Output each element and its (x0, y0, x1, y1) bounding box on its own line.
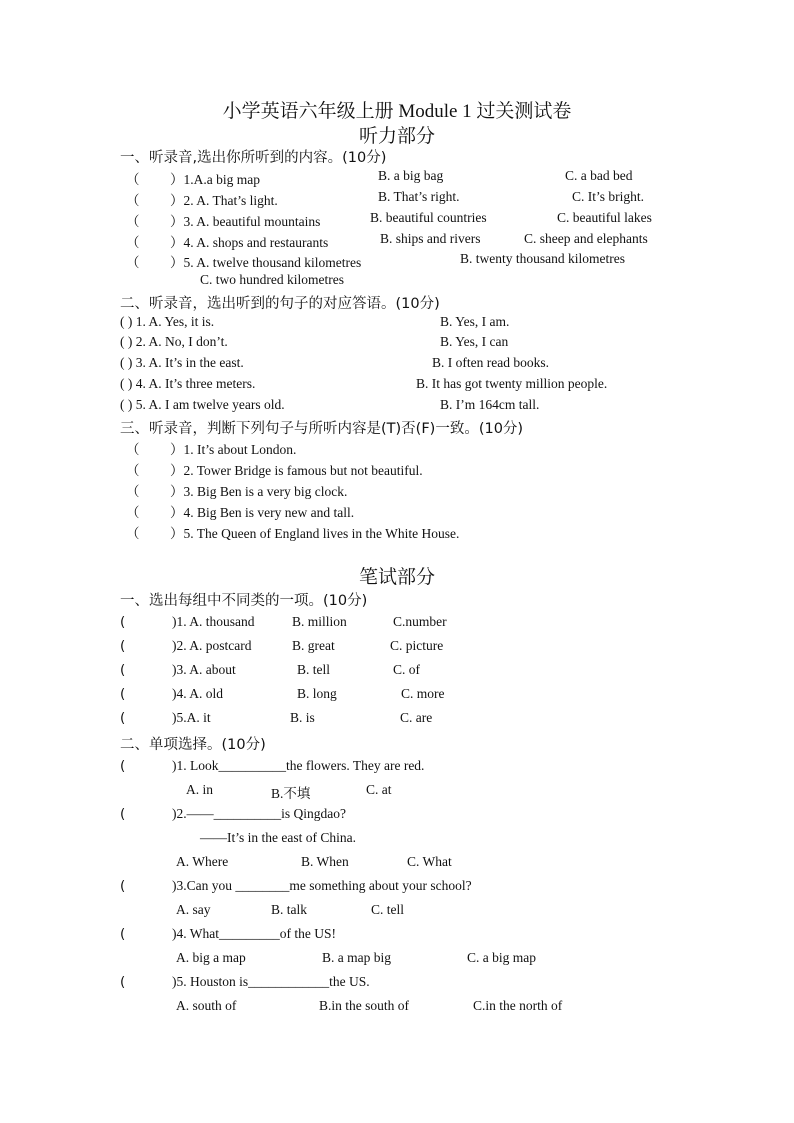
listening-3-item (0, 480, 794, 500)
choice-question-1-options (0, 782, 794, 802)
question-option-a: ( ) 5. A. I am twelve years old. (120, 397, 285, 412)
question-stem: )1. Look__________the flowers. They are red. (172, 758, 425, 773)
question-option-b: B. ships and rivers (380, 231, 481, 246)
question-option-a: ( ) 1. A. Yes, it is. (120, 314, 215, 329)
listening-2-item (0, 376, 794, 396)
question-option-a: ）1.A.a big map (170, 172, 260, 187)
choice-question-4-options (0, 950, 794, 970)
question-option-b: B. tell (297, 662, 330, 677)
question-option-a: A. say (176, 902, 211, 917)
question-option-a: A. Where (176, 854, 229, 869)
answer-paren: （ (126, 442, 140, 458)
question-option-c: C. beautiful lakes (557, 210, 652, 225)
answer-paren: （ (126, 484, 140, 500)
choice-question-2 (0, 806, 794, 826)
answer-paren: ( (120, 686, 126, 702)
question-option-a: A. big a map (176, 950, 246, 965)
answer-paren: ( (120, 974, 126, 990)
listening-1-item (0, 210, 794, 230)
answer-paren: ( (120, 806, 126, 822)
question-option-a: )3. A. about (172, 662, 236, 677)
question-option-a: ( ) 4. A. It’s three meters. (120, 376, 256, 391)
answer-paren: （ (126, 505, 140, 521)
question-option-b: B. I’m 164cm tall. (440, 397, 540, 412)
question-option-a: )4. A. old (172, 686, 224, 701)
question-option-b: B. talk (271, 902, 307, 917)
question-option-a: ）2. A. That’s light. (170, 193, 278, 208)
listening-1-extra-option (0, 272, 794, 292)
listening-1-item (0, 251, 794, 271)
question-option-a: A. south of (176, 998, 237, 1013)
question-option-b: B. million (292, 614, 347, 629)
listening-section-2-heading: 二、听录音，选出听到的句子的对应答语。(10分) (120, 296, 440, 312)
question-option-a: )2. A. postcard (172, 638, 252, 653)
answer-paren: ( (120, 638, 126, 654)
writing-section-2-heading: 二、单项选择。(10分) (120, 737, 266, 753)
statement-text: ）1. It’s about London. (170, 442, 297, 457)
question-option-c: C.in the north of (473, 998, 563, 1013)
answer-paren: （ (126, 235, 140, 251)
choice-question-4 (0, 926, 794, 946)
listening-2-item (0, 397, 794, 417)
question-option-c: C. at (366, 782, 392, 797)
question-option-b: B. is (290, 710, 315, 725)
answer-paren: （ (126, 193, 140, 209)
answer-paren: ( (120, 614, 126, 630)
listening-3-item (0, 501, 794, 521)
question-option-b: B. Yes, I can (440, 334, 509, 349)
question-option-b: B. That’s right. (378, 189, 460, 204)
question-option-c: C. picture (390, 638, 444, 653)
writing-1-item (0, 686, 794, 706)
question-option-a: ）3. A. beautiful mountains (170, 214, 321, 229)
question-option-c: C. a big map (467, 950, 536, 965)
choice-question-3 (0, 878, 794, 898)
listening-3-item (0, 459, 794, 479)
statement-text: ）3. Big Ben is a very big clock. (170, 484, 348, 499)
listening-3-item (0, 522, 794, 542)
writing-1-item (0, 710, 794, 730)
question-option-b: B. It has got twenty million people. (416, 376, 608, 391)
question-option-c: C. of (393, 662, 420, 677)
question-option-a: ）4. A. shops and restaurants (170, 235, 329, 250)
question-option-c: C. more (401, 686, 445, 701)
question-option-a: )1. A. thousand (172, 614, 255, 629)
listening-2-item (0, 314, 794, 334)
listening-section-3-heading: 三、听录音，判断下列句子与所听内容是(T)否(F)一致。(10分) (120, 421, 524, 437)
page-title: 小学英语六年级上册 Module 1 过关测试卷 (222, 101, 572, 122)
choice-question-2-options (0, 854, 794, 874)
answer-paren: （ (126, 172, 140, 188)
statement-text: ）5. The Queen of England lives in the White House. (170, 526, 460, 541)
listening-2-item (0, 334, 794, 354)
listening-3-item (0, 438, 794, 458)
answer-paren: ( (120, 926, 126, 942)
question-option-b: B. beautiful countries (370, 210, 487, 225)
question-option-c: C. sheep and elephants (524, 231, 648, 246)
listening-section-1-heading: 一、听录音,选出你所听到的内容。(10分) (120, 150, 387, 166)
question-option-b: B.不填 (271, 786, 311, 801)
answer-paren: （ (126, 214, 140, 230)
question-option-b: B. long (297, 686, 337, 701)
choice-question-1 (0, 758, 794, 778)
writing-1-item (0, 614, 794, 634)
question-option-c: C. It’s bright. (572, 189, 645, 204)
answer-paren: （ (126, 255, 140, 271)
listening-part-heading: 听力部分 (358, 126, 435, 147)
writing-1-item (0, 638, 794, 658)
choice-question-5-options (0, 998, 794, 1018)
answer-paren: ( (120, 758, 126, 774)
writing-1-item (0, 662, 794, 682)
statement-text: ）2. Tower Bridge is famous but not beautiful. (170, 463, 423, 478)
choice-question-2-answer-line (0, 830, 794, 850)
answer-paren: （ (126, 526, 140, 542)
question-stem-line: ——It’s in the east of China. (200, 830, 356, 845)
listening-1-item (0, 168, 794, 188)
question-stem: )5. Houston is____________the US. (172, 974, 370, 989)
question-stem: )2.——__________is Qingdao? (172, 806, 346, 821)
question-option-b: B. great (292, 638, 335, 653)
question-option-b: B. twenty thousand kilometres (460, 251, 625, 266)
question-stem: )4. What_________of the US! (172, 926, 336, 941)
answer-paren: ( (120, 662, 126, 678)
answer-paren: ( (120, 878, 126, 894)
question-option-c: C.number (393, 614, 447, 629)
statement-text: ）4. Big Ben is very new and tall. (170, 505, 355, 520)
question-option-a: ( ) 3. A. It’s in the east. (120, 355, 244, 370)
question-option-b: B. I often read books. (432, 355, 549, 370)
question-option-c: C. are (400, 710, 433, 725)
writing-section-1-heading: 一、选出每组中不同类的一项。(10分) (120, 593, 368, 609)
question-option-b: B.in the south of (319, 998, 409, 1013)
question-option-b: B. Yes, I am. (440, 314, 510, 329)
question-option-a: )5.A. it (172, 710, 211, 725)
answer-paren: ( (120, 710, 126, 726)
question-option-c: C. a bad bed (565, 168, 633, 183)
question-option-a: ）5. A. twelve thousand kilometres (170, 255, 362, 270)
writing-part-heading: 笔试部分 (358, 567, 435, 588)
listening-1-item (0, 231, 794, 251)
listening-2-item (0, 355, 794, 375)
answer-paren: （ (126, 463, 140, 479)
question-option-a: ( ) 2. A. No, I don’t. (120, 334, 228, 349)
question-option-b: B. a big bag (378, 168, 444, 183)
listening-1-item (0, 189, 794, 209)
question-option-a: A. in (186, 782, 213, 797)
question-option-c: C. two hundred kilometres (200, 272, 344, 287)
question-option-c: C. tell (371, 902, 404, 917)
choice-question-3-options (0, 902, 794, 922)
question-option-c: C. What (407, 854, 452, 869)
question-option-b: B. a map big (322, 950, 391, 965)
question-stem: )3.Can you ________me something about your school? (172, 878, 472, 893)
choice-question-5 (0, 974, 794, 994)
question-option-b: B. When (301, 854, 349, 869)
